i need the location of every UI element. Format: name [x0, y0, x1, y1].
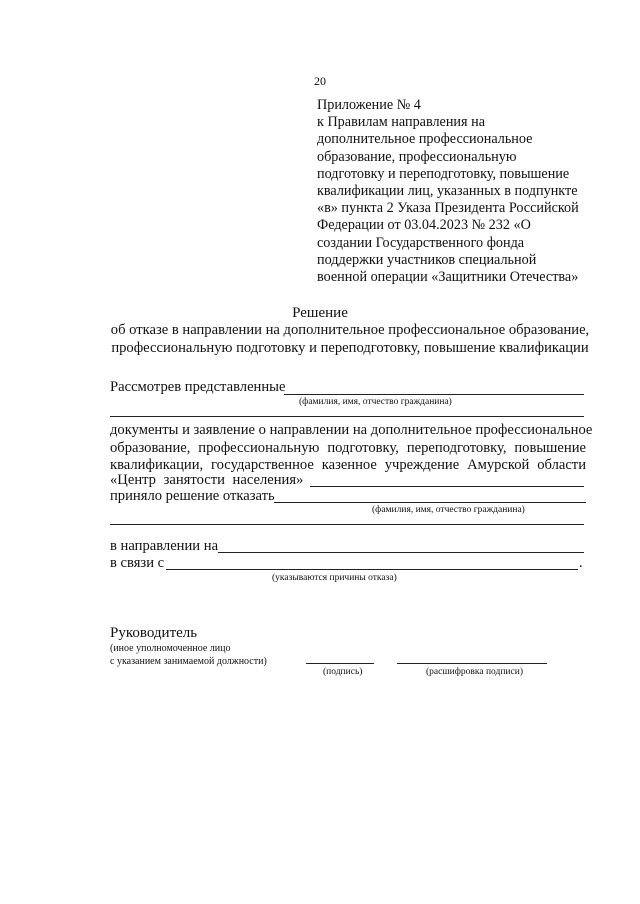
appendix-line: к Правилам направления на	[317, 114, 485, 131]
decided-continuation-line[interactable]	[110, 524, 584, 525]
decode-caption: (расшифровка подписи)	[426, 667, 523, 677]
reason-end: .	[579, 555, 583, 571]
reason-field-line[interactable]	[166, 569, 578, 570]
sign-caption: (подпись)	[323, 667, 363, 677]
head-label: Руководитель	[110, 625, 198, 641]
body-line: документы и заявление о направлении на дополнительное профессиональное	[110, 422, 593, 438]
appendix-line: квалификации лиц, указанных в подпункте	[317, 183, 578, 200]
signature-decode-field-line[interactable]	[397, 663, 547, 664]
reason-label: в связи с	[110, 555, 165, 571]
fio-continuation-line[interactable]	[110, 416, 584, 417]
reviewed-label: Рассмотрев представленные	[110, 379, 286, 395]
appendix-line: Федерации от 03.04.2023 № 232 «О	[317, 217, 531, 234]
direction-field-line[interactable]	[218, 552, 584, 553]
fio-field-line[interactable]	[284, 394, 584, 395]
head-note-line2: с указанием занимаемой должности)	[110, 656, 267, 667]
appendix-line: подготовку и переподготовку, повышение	[317, 165, 570, 182]
appendix-line: образование, профессиональную	[317, 148, 517, 165]
body-line: образование, профессиональную подготовку, переподготовку, повышение	[110, 439, 586, 456]
page-number: 20	[314, 74, 326, 88]
decision-subtitle	[105, 321, 595, 357]
appendix-header	[317, 97, 587, 286]
reason-caption: (указываются причины отказа)	[272, 573, 397, 583]
subtitle-line: об отказе в направлении на дополнительное профессиональное образование,	[110, 322, 590, 338]
appendix-line: Приложение № 4	[317, 97, 421, 113]
appendix-line: военной операции «Защитники Отечества»	[317, 269, 579, 286]
direction-label: в направлении на	[110, 538, 219, 554]
appendix-line: дополнительное профессиональное	[317, 131, 533, 148]
fio-caption-2: (фамилия, имя, отчество гражданина)	[372, 505, 525, 515]
decided-label: приняло решение отказать	[110, 488, 275, 504]
appendix-line: поддержки участников специальной	[317, 251, 537, 268]
subtitle-line: профессиональную подготовку и переподготовку, повышение квалификации	[111, 340, 589, 356]
head-note-line1: (иное уполномоченное лицо	[110, 643, 231, 654]
appendix-line: «в» пункта 2 Указа Президента Российской	[317, 200, 579, 217]
decided-field-line[interactable]	[274, 502, 586, 503]
body-line: квалификации, государственное казенное учреждение Амурской области	[110, 457, 586, 473]
fio-caption: (фамилия, имя, отчество гражданина)	[299, 397, 452, 407]
center-field-line[interactable]	[310, 486, 584, 487]
decision-title: Решение	[292, 305, 348, 321]
body-paragraph	[110, 422, 593, 475]
signature-field-line[interactable]	[306, 663, 374, 664]
center-label: «Центр занятости населения»	[110, 472, 304, 488]
appendix-line: создании Государственного фонда	[317, 234, 525, 251]
